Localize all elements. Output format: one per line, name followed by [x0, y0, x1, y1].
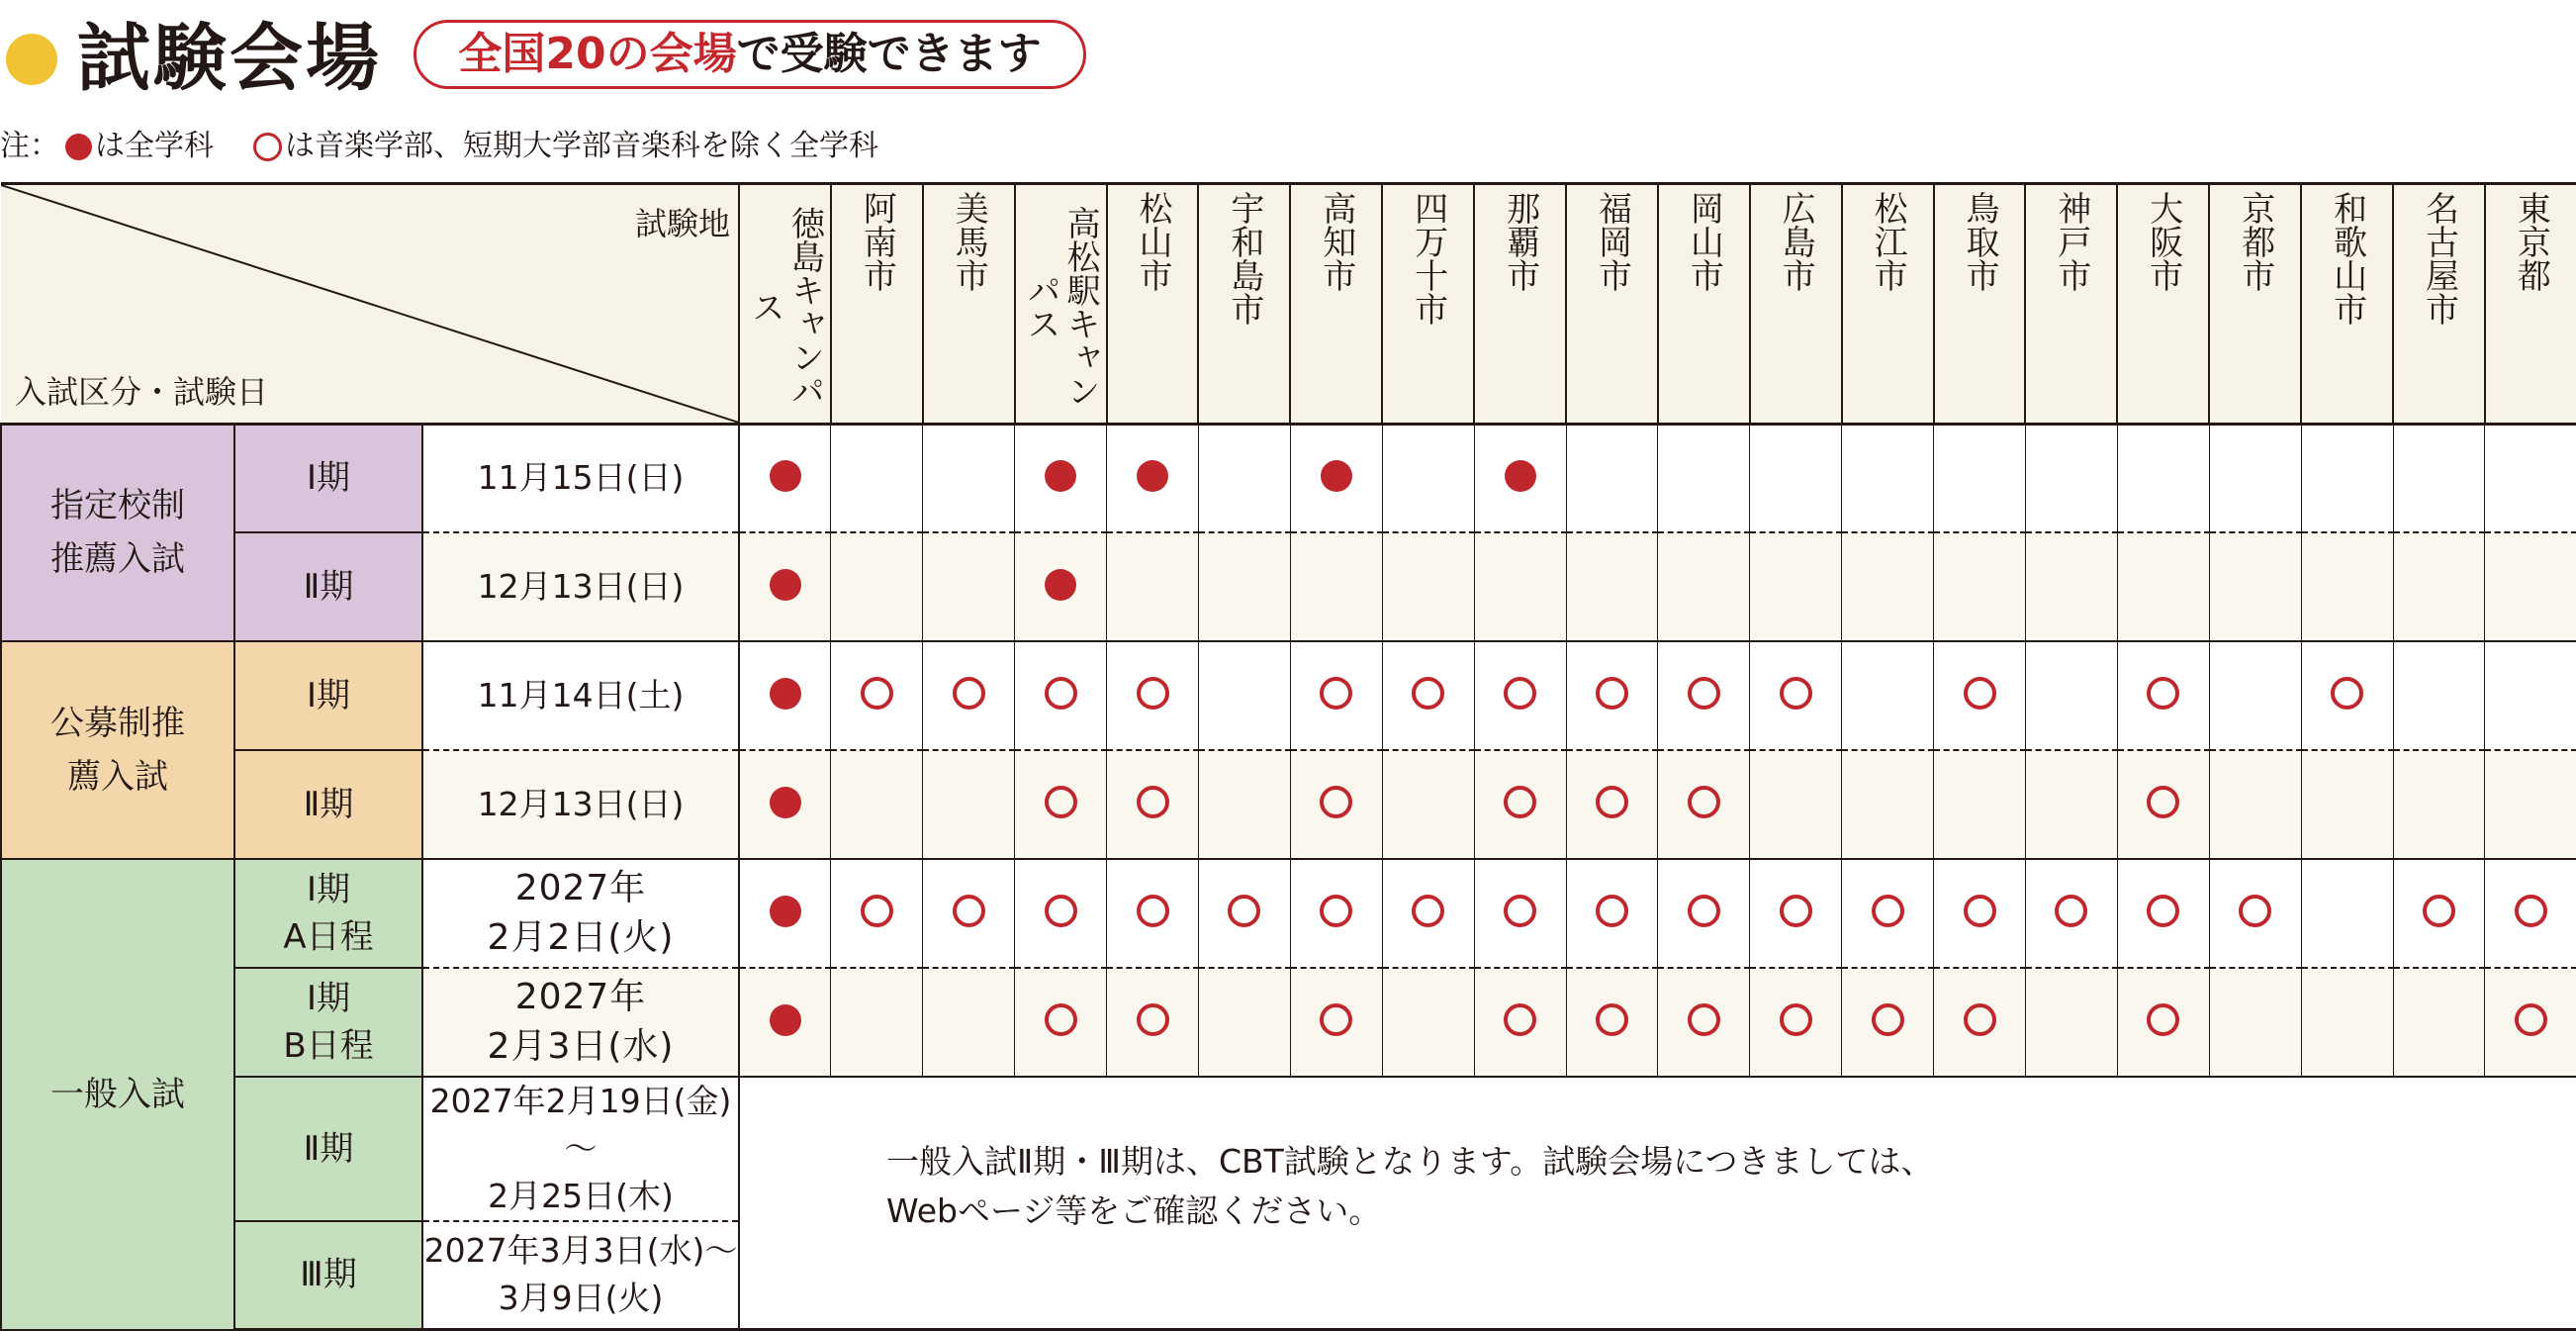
open-circle-icon [861, 895, 893, 927]
venue-cell [1015, 968, 1107, 1077]
note-prefix: 注： [0, 129, 59, 163]
venue-cell [1842, 532, 1934, 641]
exam-date-sub: 2月3日(水) [487, 1025, 675, 1067]
open-circle-icon [1596, 895, 1628, 927]
venue-cell [1290, 750, 1382, 859]
venue-cell [1934, 425, 2026, 532]
location-name: 和歌山市 [2327, 191, 2367, 326]
category-cell [1, 641, 234, 859]
venue-cell [1566, 641, 1658, 750]
table-row [1, 750, 2576, 859]
open-circle-icon [1320, 895, 1352, 927]
location-name: 岡山市 [1684, 191, 1724, 292]
venue-cell [2393, 532, 2485, 641]
exam-date-cell [422, 641, 739, 750]
location-header [831, 184, 923, 425]
filled-dot-icon [770, 787, 801, 818]
period-label: Ⅰ期 [306, 869, 351, 909]
filled-dot-icon [770, 569, 801, 601]
open-circle-icon [1320, 677, 1352, 710]
venue-cell [1658, 859, 1750, 968]
filled-dot-icon [1505, 460, 1536, 492]
open-circle-icon [861, 677, 893, 710]
location-header [1934, 184, 2026, 425]
location-header [2301, 184, 2393, 425]
venue-cell [1658, 532, 1750, 641]
venue-cell [2209, 859, 2301, 968]
category-label: 一般入試 [50, 1074, 185, 1114]
venue-cell [2117, 532, 2209, 641]
location-name: 松江市 [1868, 191, 1908, 292]
venue-cell [1198, 968, 1290, 1077]
venue-cell [739, 750, 831, 859]
venue-cell [2485, 641, 2576, 750]
venue-cell [1290, 968, 1382, 1077]
open-circle-icon [1780, 895, 1812, 927]
location-header [2393, 184, 2485, 425]
open-circle-icon [1320, 1003, 1352, 1036]
venue-cell [2485, 750, 2576, 859]
period-cell [234, 641, 422, 750]
venue-cell [2117, 968, 2209, 1077]
open-circle-icon [1872, 895, 1904, 927]
venue-cell [2393, 425, 2485, 532]
venue-cell [1015, 641, 1107, 750]
table-header-row [1, 184, 2576, 425]
exam-date-cell [422, 425, 739, 532]
venue-cell [2485, 425, 2576, 532]
venue-cell [1198, 859, 1290, 968]
cbt-note-cell [739, 1077, 2576, 1330]
open-circle-icon [1596, 677, 1628, 710]
open-circle-icon [1964, 1003, 1996, 1036]
venue-cell [1934, 859, 2026, 968]
open-circle-icon [1504, 1003, 1536, 1036]
exam-date-cell [422, 1221, 739, 1330]
period-cell [234, 425, 422, 532]
open-circle-icon [2515, 895, 2547, 927]
venue-cell [1566, 968, 1658, 1077]
open-circle-icon [1688, 895, 1720, 927]
title-bullet-icon [6, 34, 57, 85]
location-header [1107, 184, 1199, 425]
location-name: 松山市 [1133, 191, 1172, 292]
venue-cell [1750, 532, 1842, 641]
venue-cell [2025, 532, 2117, 641]
venue-cell [1107, 641, 1199, 750]
open-circle-icon [1137, 895, 1169, 927]
venue-cell [1198, 750, 1290, 859]
filled-dot-icon [1137, 460, 1168, 492]
period-sub-label: A日程 [283, 916, 374, 957]
venue-cell [2485, 968, 2576, 1077]
location-header [1842, 184, 1934, 425]
period-label: Ⅱ期 [303, 1128, 354, 1169]
location-header [1566, 184, 1658, 425]
venue-cell [739, 968, 831, 1077]
open-circle-icon [2055, 895, 2087, 927]
period-label: Ⅲ期 [300, 1255, 357, 1295]
location-name: 広島市 [1776, 191, 1816, 292]
venue-cell [1750, 859, 1842, 968]
open-circle-icon [1504, 895, 1536, 927]
location-header [2117, 184, 2209, 425]
venue-cell [1842, 641, 1934, 750]
cbt-note-line: 一般入試Ⅱ期・Ⅲ期は、CBT試験となります。試験会場につきましては、 [886, 1141, 1934, 1181]
venue-cell [1934, 532, 2026, 641]
exam-date-cell [422, 859, 739, 968]
open-circle-icon [2515, 1003, 2547, 1036]
open-circle-icon [2147, 1003, 2179, 1036]
location-name: 四万十市 [1408, 191, 1448, 326]
note-partial-text: は音楽学部、短期大学部音楽科を除く全学科 [285, 129, 878, 163]
open-circle-icon [2423, 895, 2455, 927]
location-name: 京都市 [2235, 191, 2275, 292]
venue-cell [2301, 859, 2393, 968]
venue-cell [2025, 641, 2117, 750]
badge-text: で受験できます [736, 29, 1042, 79]
period-cell [234, 859, 422, 968]
open-circle-icon [1780, 1003, 1812, 1036]
exam-date: 11月15日(日) [477, 458, 685, 498]
header-corner-cell [1, 184, 739, 425]
open-circle-icon [2147, 895, 2179, 927]
open-circle-icon [1137, 677, 1169, 710]
open-circle-icon [1412, 677, 1444, 710]
open-circle-icon [2239, 895, 2271, 927]
venue-cell [1842, 425, 1934, 532]
location-header [2209, 184, 2301, 425]
venue-cell [2393, 750, 2485, 859]
venue-cell [1566, 750, 1658, 859]
venue-cell [1198, 641, 1290, 750]
note-full-text: は全学科 [95, 129, 214, 163]
venue-schedule-table [0, 182, 2576, 1331]
exam-date: 2027年 [514, 867, 647, 908]
venue-cell [2117, 425, 2209, 532]
venue-cell [1382, 750, 1474, 859]
venue-cell [831, 532, 923, 641]
filled-dot-icon [65, 134, 92, 160]
venue-cell [1290, 859, 1382, 968]
category-label: 公募制推薦入試 [50, 703, 185, 797]
cbt-note [886, 1137, 2576, 1236]
exam-date: 12月13日(日) [477, 566, 685, 606]
location-name: 宇和島市 [1224, 191, 1264, 326]
venue-cell [1382, 641, 1474, 750]
venue-cell [1566, 425, 1658, 532]
category-label: 指定校制推薦入試 [50, 486, 185, 580]
venue-cell [739, 859, 831, 968]
venue-cell [1474, 532, 1566, 641]
location-name: 徳島キャンパス [745, 206, 825, 408]
period-cell [234, 532, 422, 641]
open-circle-icon [1045, 1003, 1077, 1036]
period-cell [234, 750, 422, 859]
exam-date: 2027年 [514, 976, 647, 1017]
open-circle-icon [1688, 677, 1720, 710]
venue-cell [1658, 641, 1750, 750]
exam-date: 2027年2月19日(金)～ [429, 1081, 732, 1168]
venue-cell [923, 425, 1015, 532]
venue-cell [1290, 641, 1382, 750]
venue-cell [2117, 750, 2209, 859]
venue-cell [739, 532, 831, 641]
venue-cell [1107, 859, 1199, 968]
open-circle-icon [1872, 1003, 1904, 1036]
table-row [1, 532, 2576, 641]
exam-date-cell [422, 532, 739, 641]
venue-cell [2485, 859, 2576, 968]
open-circle-icon [2331, 677, 2363, 710]
venue-cell [831, 425, 923, 532]
venue-cell [1107, 425, 1199, 532]
period-label: Ⅰ期 [306, 458, 351, 499]
venue-cell [831, 641, 923, 750]
venue-cell [2209, 532, 2301, 641]
venue-cell [2301, 750, 2393, 859]
open-circle-icon [1596, 1003, 1628, 1036]
open-circle-icon [1045, 786, 1077, 818]
open-circle-icon [1688, 1003, 1720, 1036]
open-circle-icon [953, 895, 985, 927]
venue-cell [831, 968, 923, 1077]
venue-cell [1015, 425, 1107, 532]
venue-cell [1382, 425, 1474, 532]
open-circle-icon [1137, 786, 1169, 818]
venue-cell [1107, 968, 1199, 1077]
page-header [0, 8, 1187, 101]
venue-cell [2117, 859, 2209, 968]
open-circle-icon [1137, 1003, 1169, 1036]
venue-cell [739, 425, 831, 532]
location-header [1198, 184, 1290, 425]
location-header [1382, 184, 1474, 425]
venue-cell [831, 750, 923, 859]
venue-cell [923, 968, 1015, 1077]
location-header [739, 184, 831, 425]
venue-cell [1198, 532, 1290, 641]
filled-dot-icon [770, 678, 801, 710]
cbt-note-line: Webページ等をご確認ください。 [886, 1190, 1382, 1230]
venue-cell [2025, 968, 2117, 1077]
open-circle-icon [953, 677, 985, 710]
venue-cell [2393, 641, 2485, 750]
filled-dot-icon [1045, 460, 1076, 492]
venue-cell [1015, 859, 1107, 968]
legend-note [0, 127, 878, 166]
page-title: 試験会場 [77, 16, 382, 101]
venue-cell [2209, 750, 2301, 859]
location-name: 大阪市 [2143, 191, 2183, 292]
location-name: 鳥取市 [1960, 191, 2000, 292]
period-cell [234, 1221, 422, 1330]
location-name: 那覇市 [1500, 191, 1540, 292]
period-label: Ⅰ期 [306, 978, 351, 1018]
location-header [1658, 184, 1750, 425]
venue-cell [1382, 532, 1474, 641]
location-name: 高松駅キャンパス [1021, 206, 1101, 408]
venue-cell [1107, 532, 1199, 641]
venue-cell [2209, 968, 2301, 1077]
venue-cell [1842, 750, 1934, 859]
open-circle-icon [1412, 895, 1444, 927]
venue-cell [1382, 859, 1474, 968]
exam-date-cell [422, 750, 739, 859]
venue-cell [1658, 425, 1750, 532]
exam-date: 2027年3月3日(水)～ [423, 1231, 738, 1271]
open-circle-icon [1964, 677, 1996, 710]
venue-cell [923, 532, 1015, 641]
venue-cell [1658, 968, 1750, 1077]
location-header [2485, 184, 2576, 425]
venue-cell [2301, 532, 2393, 641]
venue-cell [1934, 750, 2026, 859]
venue-cell [1842, 968, 1934, 1077]
venue-cell [2209, 641, 2301, 750]
location-name: 名古屋市 [2419, 191, 2459, 326]
venue-cell [2209, 425, 2301, 532]
open-circle-icon [1228, 895, 1260, 927]
venue-cell [1566, 532, 1658, 641]
venue-cell [1750, 641, 1842, 750]
location-header [1015, 184, 1107, 425]
venue-cell [1015, 750, 1107, 859]
venue-cell [831, 859, 923, 968]
filled-dot-icon [1045, 569, 1076, 601]
venue-cell [2301, 968, 2393, 1077]
table-row [1, 641, 2576, 750]
header-category-label: 入試区分・試験日 [15, 373, 269, 411]
venue-cell [1842, 859, 1934, 968]
venue-cell [739, 641, 831, 750]
venue-cell [2301, 425, 2393, 532]
exam-date-cell [422, 1077, 739, 1221]
period-label: Ⅱ期 [303, 784, 354, 824]
period-label: Ⅱ期 [303, 566, 354, 607]
open-circle-icon [1045, 677, 1077, 710]
category-cell [1, 425, 234, 641]
venue-cell [1474, 425, 1566, 532]
location-header [2025, 184, 2117, 425]
venue-cell [1474, 859, 1566, 968]
venue-cell [1474, 750, 1566, 859]
venue-cell [1382, 968, 1474, 1077]
open-circle-icon [2147, 677, 2179, 710]
venue-count-badge [414, 20, 1086, 89]
venue-cell [2025, 425, 2117, 532]
open-circle-icon [1780, 677, 1812, 710]
location-name: 美馬市 [949, 191, 989, 292]
open-circle-icon [253, 133, 282, 161]
filled-dot-icon [770, 460, 801, 492]
exam-date-sub: 2月2日(火) [487, 916, 675, 958]
venue-cell [1107, 750, 1199, 859]
filled-dot-icon [1321, 460, 1352, 492]
open-circle-icon [1504, 786, 1536, 818]
exam-date: 11月14日(土) [477, 675, 685, 714]
location-name: 東京都 [2511, 191, 2551, 292]
exam-date-cell [422, 968, 739, 1077]
exam-date: 12月13日(日) [477, 784, 685, 823]
venue-cell [1750, 968, 1842, 1077]
location-header [923, 184, 1015, 425]
location-header [1474, 184, 1566, 425]
venue-cell [923, 641, 1015, 750]
open-circle-icon [1320, 786, 1352, 818]
venue-cell [1290, 532, 1382, 641]
open-circle-icon [1688, 786, 1720, 818]
exam-date-sub: 3月9日(火) [498, 1279, 664, 1318]
table-row [1, 968, 2576, 1077]
period-cell [234, 1077, 422, 1221]
location-name: 神戸市 [2051, 191, 2091, 292]
badge-highlight: 全国20の会場 [458, 29, 737, 79]
venue-cell [2025, 859, 2117, 968]
venue-cell [2393, 968, 2485, 1077]
venue-cell [2117, 641, 2209, 750]
open-circle-icon [2147, 786, 2179, 818]
venue-cell [1474, 968, 1566, 1077]
venue-cell [1566, 859, 1658, 968]
filled-dot-icon [770, 896, 801, 927]
open-circle-icon [1045, 895, 1077, 927]
venue-cell [2485, 532, 2576, 641]
open-circle-icon [1964, 895, 1996, 927]
location-name: 高知市 [1316, 191, 1356, 292]
venue-cell [2301, 641, 2393, 750]
location-name: 福岡市 [1592, 191, 1632, 292]
filled-dot-icon [770, 1004, 801, 1036]
venue-cell [1015, 532, 1107, 641]
venue-cell [923, 750, 1015, 859]
location-name: 阿南市 [857, 191, 897, 292]
venue-cell [1658, 750, 1750, 859]
location-header [1290, 184, 1382, 425]
category-cell [1, 859, 234, 1330]
header-place-label: 試験地 [634, 205, 730, 242]
table-row [1, 425, 2576, 532]
table-row [1, 1077, 2576, 1221]
venue-cell [1198, 425, 1290, 532]
period-sub-label: B日程 [283, 1025, 374, 1066]
location-header [1750, 184, 1842, 425]
venue-cell [2393, 859, 2485, 968]
venue-cell [1934, 641, 2026, 750]
period-label: Ⅰ期 [306, 675, 351, 715]
venue-cell [1934, 968, 2026, 1077]
table-row [1, 859, 2576, 968]
venue-cell [1750, 750, 1842, 859]
venue-cell [1474, 641, 1566, 750]
venue-cell [1290, 425, 1382, 532]
period-cell [234, 968, 422, 1077]
exam-date-sub: 2月25日(木) [488, 1176, 674, 1215]
venue-cell [923, 859, 1015, 968]
venue-cell [2025, 750, 2117, 859]
open-circle-icon [1596, 786, 1628, 818]
venue-cell [1750, 425, 1842, 532]
open-circle-icon [1504, 677, 1536, 710]
